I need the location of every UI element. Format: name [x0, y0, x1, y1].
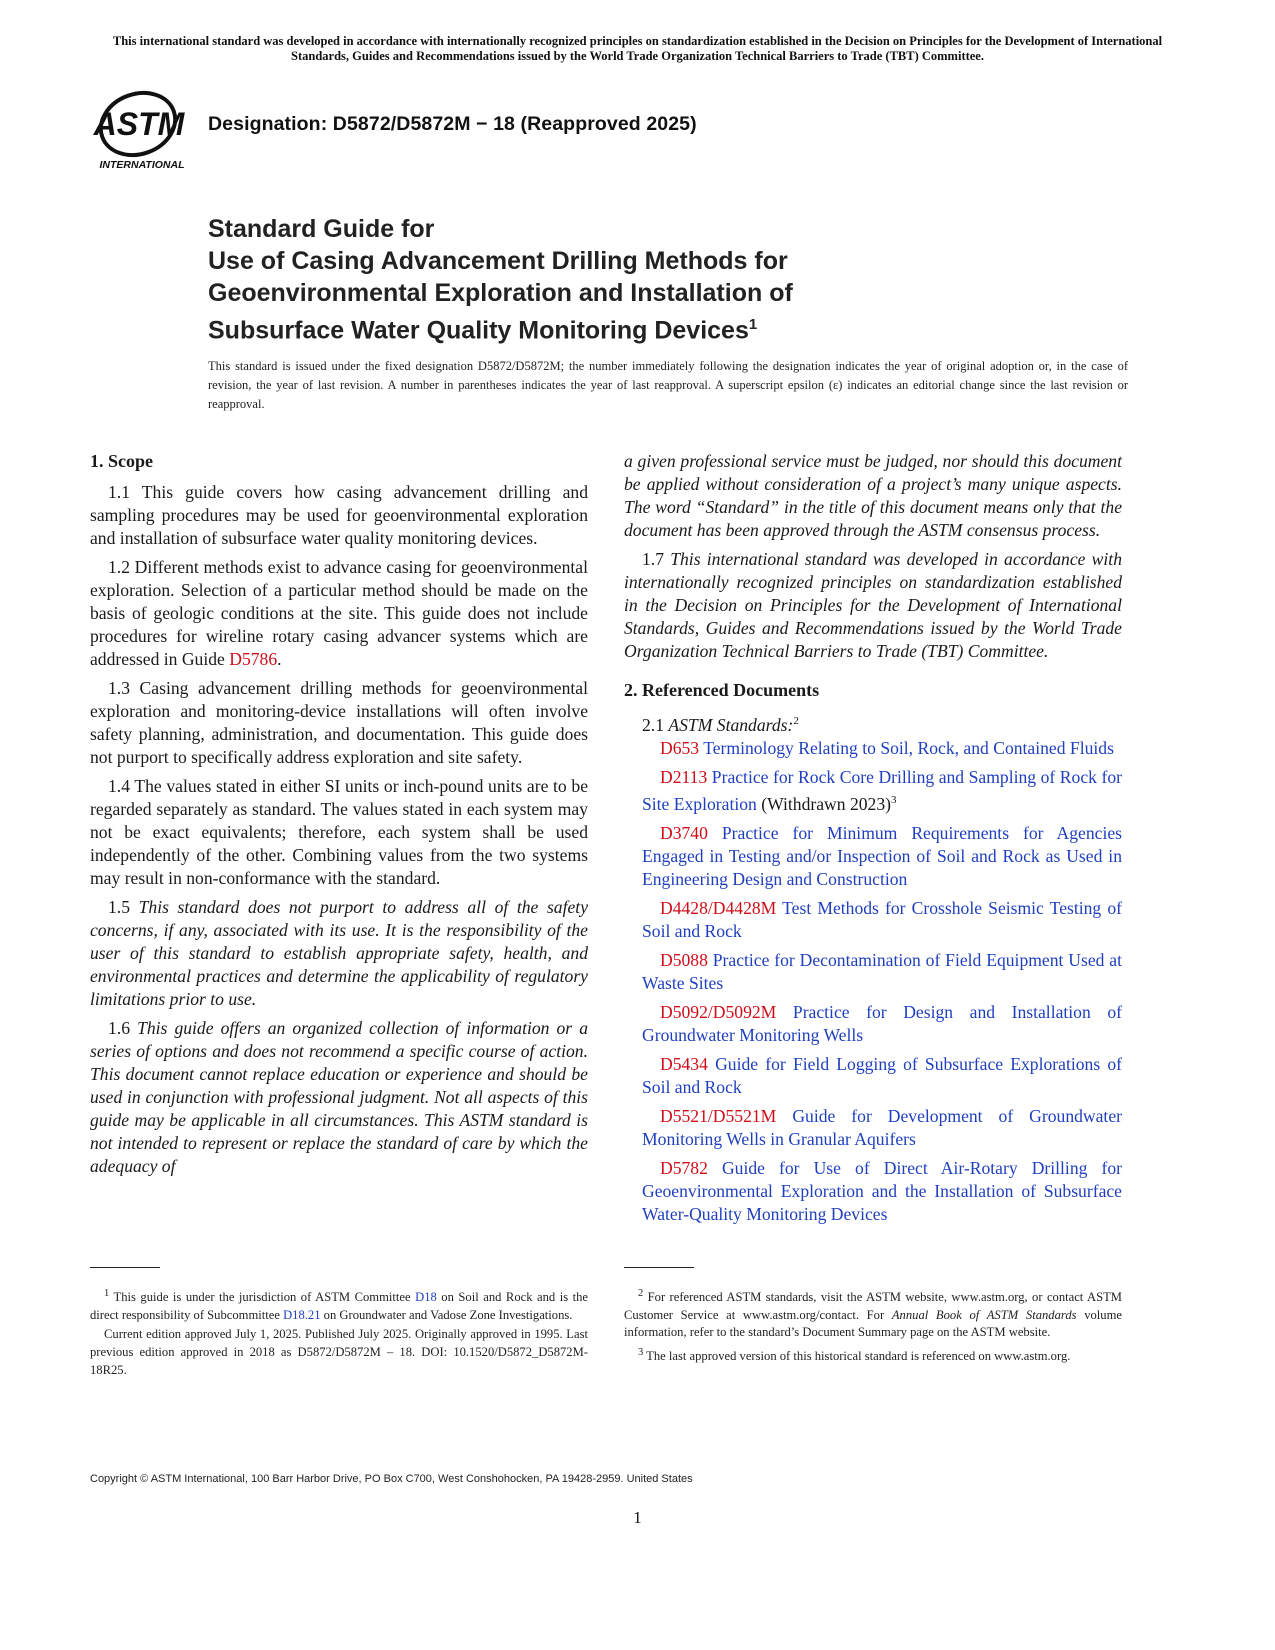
logo-subtext: INTERNATIONAL [99, 159, 185, 171]
logo-text: ASTM [93, 106, 185, 142]
reference-code-link[interactable]: D5521/D5521M [660, 1105, 777, 1126]
paragraph-1-6-continued: a given professional service must be judged, nor should this document be applied without consideration of a project’s many unique aspects. The word “Standard” in the title of this document means only that the document has been approved through the ASTM consensus process. [624, 451, 1122, 540]
reference-item [624, 737, 1122, 760]
reference-title-link[interactable]: Practice for Design and Installation of Groundwater Monitoring Wells [642, 1001, 1122, 1045]
reference-title-link[interactable]: Guide for Field Logging of Subsurface Explorations of Soil and Rock [642, 1053, 1122, 1097]
reference-title-link[interactable]: Practice for Decontamination of Field Equipment Used at Waste Sites [642, 949, 1122, 993]
document-title [208, 213, 793, 346]
issued-note: This standard is issued under the fixed designation D5872/D5872M; the number immediately following the designation indicates the year of original adoption or, in the case of revision, the year of last revision. A number in parentheses indicates the year of last reapproval. A superscript epsilon (ε) indicates an editorial change since the last revision or reapproval. [208, 359, 1128, 411]
link-d18[interactable]: D18 [415, 1290, 437, 1305]
link-d18-21[interactable]: D18.21 [283, 1307, 321, 1322]
wto-notice: This international standard was developed in accordance with internationally recognized principles on standardization established in the Decision on Principles for the Development of International Standards, Guides and Recommendations issued by the World Trade Organization Technical Barriers to Trade (TBT) Committee. [112, 34, 1163, 63]
paragraph-1-2: 1.2 Different methods exist to advance casing for geoenvironmental exploration. Selection of a particular method should be made on the basis of geologic conditions at the site. This guide does not include procedures for wireline rotary casing advancer systems which are addressed in Guide D5786. [90, 557, 588, 669]
title-line-1: Standard Guide for [208, 215, 435, 243]
astm-logo [92, 88, 192, 172]
right-column-content [624, 450, 1122, 1232]
footnote-3: $^3$ The last approved version of this historical standard is referenced on www.astm.org. [638, 1346, 1071, 1364]
designation: Designation: D5872/D5872M − 18 (Reapproved 2025) [208, 113, 697, 135]
reference-code-link[interactable]: D5092/D5092M [660, 1001, 777, 1022]
reference-item [624, 1105, 1122, 1151]
footnote-1: $^1$ This guide is under the jurisdiction of ASTM Committee D18 on Soil and Rock and is the direct responsibility of Subcommittee D18.21 on Groundwater and Vadose Zone Investigations. [90, 1288, 589, 1322]
page-number: 1 [633, 1508, 642, 1527]
paragraph-1-7: 1.7 This international standard was developed in accordance with internationally recognized principles on standardization established in the Decision on Principles for the Development of International Standards, Guides and Recommendations issued by the World Trade Organization Technical Barriers to Trade (TBT) Committee. [624, 549, 1122, 661]
reference-code-link[interactable]: D5088 [660, 949, 708, 970]
paragraph-1-3: 1.3 Casing advancement drilling methods for geoenvironmental exploration and monitoring-device installations will often involve safety planning, administration, and documentation. This guide does not purport to specifically address exploration and site safety. [90, 678, 588, 767]
reference-item [624, 822, 1122, 891]
reference-item [624, 1001, 1122, 1047]
title-footnote-mark[interactable]: 1 [748, 316, 758, 333]
paragraph-1-5: 1.5 This standard does not purport to address all of the safety concerns, if any, associated with its use. It is the responsibility of the user of this standard to establish appropriate safety, health, and environmental practices and determine the applicability of regulatory limitations prior to use. [90, 897, 589, 1009]
reference-code-link[interactable]: D5434 [660, 1053, 708, 1074]
reference-suffix: (Withdrawn 2023) [756, 793, 891, 814]
reference-code-link[interactable]: D4428/D4428M [660, 897, 777, 918]
reference-code-link[interactable]: D5782 [660, 1157, 708, 1178]
reference-title-link[interactable]: Practice for Rock Core Drilling and Sampling of Rock for Site Exploration [642, 766, 1122, 814]
referenced-documents-heading: 2. Referenced Documents [624, 680, 820, 700]
reference-item [624, 1053, 1122, 1099]
astm-standards-label: 2.1 ASTM Standards:$^2$ [642, 714, 799, 735]
reference-item [624, 766, 1122, 816]
paragraph-1-4: 1.4 The values stated in either SI units or inch-pound units are to be regarded separately as standard. The values stated in each system may not be exact equivalents; therefore, each system shall be used independently of the other. Combining values from the two systems may result in non-conformance with the standard. [90, 776, 588, 888]
footnote-1-edition: Current edition approved July 1, 2025. Published July 2025. Originally approved in 1995. Last previous edition approved in 2018 as D5872/D5872M – 18. DOI: 10.1520/D5872_D5872M-18R25. [90, 1327, 588, 1377]
withdrawn-footnote-mark[interactable]: 3 [891, 793, 897, 806]
reference-code-link[interactable]: D653 [660, 737, 700, 758]
reference-code-link[interactable]: D3740 [660, 822, 708, 843]
scope-heading: 1. Scope [90, 451, 153, 471]
reference-code-link[interactable]: D2113 [660, 766, 708, 787]
reference-title-link[interactable]: Guide for Use of Direct Air-Rotary Drilling for Geoenvironmental Exploration and the Installation of Subsurface Water-Quality Monitoring Devices [642, 1157, 1122, 1224]
title-line-4: Subsurface Water Quality Monitoring Devices$^1$ [208, 316, 758, 345]
reference-item [624, 1157, 1122, 1226]
reference-list [624, 737, 1122, 1226]
title-line-2: Use of Casing Advancement Drilling Methods for [208, 247, 788, 275]
reference-title-link[interactable]: Test Methods for Crosshole Seismic Testing of Soil and Rock [642, 897, 1122, 941]
link-d5786[interactable]: D5786 [229, 649, 278, 669]
footnote-2: $^2$ For referenced ASTM standards, visit the ASTM website, www.astm.org, or contact ASTM Customer Service at www.astm.org/contact. For Annual Book of ASTM Standards volume information, refer to the standard’s Document Summary page on the ASTM website. [624, 1288, 1122, 1340]
reference-title-link[interactable]: Practice for Minimum Requirements for Agencies Engaged in Testing and/or Inspection of Soil and Rock as Used in Engineering Design and Construction [642, 822, 1122, 889]
footnote-rule-right [624, 1267, 694, 1268]
reference-title-link[interactable]: Terminology Relating to Soil, Rock, and Contained Fluids [703, 737, 1114, 758]
left-column [90, 450, 588, 1178]
title-line-3: Geoenvironmental Exploration and Installation of [208, 279, 793, 307]
reference-item [624, 949, 1122, 995]
footnotes-right [624, 1285, 1122, 1368]
footnotes-left [90, 1285, 588, 1381]
reference-item [624, 897, 1122, 943]
footnote-rule-left [90, 1267, 160, 1268]
reference-title-link[interactable]: Guide for Development of Groundwater Monitoring Wells in Granular Aquifers [642, 1105, 1122, 1149]
paragraph-1-6: 1.6 This guide offers an organized collection of information or a series of options and does not recommend a specific course of action. This document cannot replace education or experience and should be used in conjunction with professional judgment. Not all aspects of this guide may be applicable in all circumstances. This ASTM standard is not intended to represent or replace the standard of care by which the adequacy of [90, 1018, 589, 1176]
copyright: Copyright © ASTM International, 100 Barr Harbor Drive, PO Box C700, West Conshohocken, PA 19428-2959. United States [90, 1473, 693, 1485]
paragraph-1-1: 1.1 This guide covers how casing advancement drilling and sampling procedures may be used for geoenvironmental exploration and installation of subsurface water quality monitoring devices. [90, 482, 588, 548]
